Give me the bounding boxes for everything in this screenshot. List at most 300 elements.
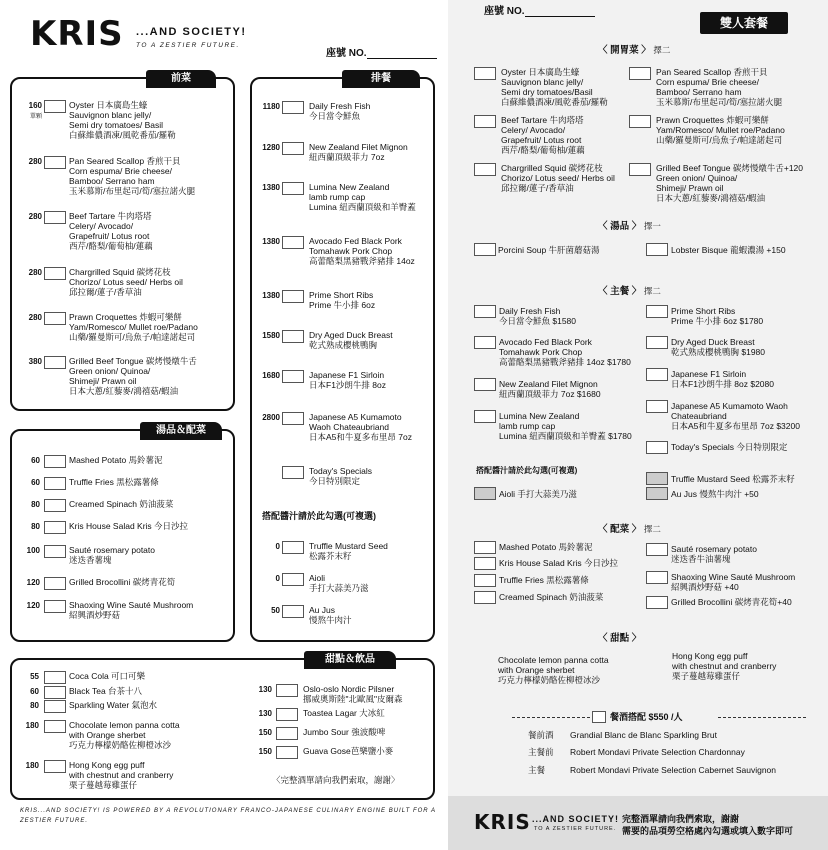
item-checkbox[interactable] — [646, 571, 668, 584]
item-line: 紐西蘭頂級菲力 7oz $1680 — [499, 389, 601, 399]
item-checkbox[interactable] — [276, 708, 298, 721]
item-line: Grilled Beef Tongue 碳烤慢燉牛舌 — [69, 356, 197, 366]
set-side-head: 〈 配菜 〉 擇二 — [598, 524, 661, 535]
item-line: 巧克力檸檬奶酪佐柳橙冰沙 — [498, 675, 601, 685]
item-line: Yam/Romesco/ Mullet roe/Padano — [69, 322, 198, 332]
item-text — [309, 142, 434, 162]
item-line: 邱拉爾/蓮子/香草油 — [69, 287, 142, 297]
item-line: lamb rump cap — [499, 421, 556, 431]
item-price: 1680 — [262, 371, 280, 380]
item-line: Aioli — [309, 573, 326, 583]
pairing-wine: Robert Mondavi Private Selection Chardonnay — [570, 747, 745, 757]
item-text — [498, 245, 648, 255]
appetizers-tab: 前菜 — [146, 70, 216, 88]
item-line: Today's Specials — [309, 466, 373, 476]
item-checkbox[interactable] — [646, 487, 668, 500]
item-checkbox[interactable] — [282, 142, 304, 155]
item-line: 栗子蔓越莓雞蛋仔 — [672, 671, 741, 681]
item-line: 紹興酒炒野菇 +40 — [671, 582, 739, 592]
item-line: 今日當令鮮魚 $1580 — [499, 316, 576, 326]
item-line: Sparkling Water 氣泡水 — [69, 700, 158, 710]
item-line: Porcini Soup 牛肝菌蘑菇湯 — [498, 245, 600, 255]
seat-number-field[interactable] — [326, 44, 437, 59]
item-checkbox[interactable] — [646, 441, 668, 454]
item-text — [671, 489, 821, 499]
item-line: Chocolate lemon panna cotta — [498, 655, 609, 665]
item-price: 1280 — [262, 143, 280, 152]
pairing-rule-left — [512, 717, 600, 718]
item-text — [656, 67, 806, 107]
item-checkbox[interactable] — [44, 100, 66, 113]
item-checkbox[interactable] — [44, 211, 66, 224]
item-line: Shimeji/ Prawn oil — [656, 183, 724, 193]
item-line: 邱拉爾/蓮子/香草油 — [501, 183, 574, 193]
item-checkbox[interactable] — [44, 577, 66, 590]
item-checkbox[interactable] — [629, 163, 651, 176]
item-checkbox[interactable] — [474, 574, 496, 587]
item-text — [303, 708, 433, 718]
item-price: 100 — [26, 546, 40, 555]
item-line: 栗子蔓越莓雞蛋仔 — [69, 780, 138, 790]
item-checkbox[interactable] — [646, 543, 668, 556]
item-text — [69, 499, 234, 509]
pairing-wine: Robert Mondavi Private Selection Cabernet Sauvignon — [570, 765, 777, 775]
item-line: Beef Tartare 牛肉塔塔 — [69, 211, 152, 221]
item-text — [69, 100, 234, 140]
item-text — [499, 489, 649, 499]
item-price: 0 — [275, 542, 280, 551]
set-sauce-title: 搭配醬汁請於此勾選(可複選) — [476, 466, 578, 475]
item-price: 60 — [31, 456, 40, 465]
item-text — [671, 442, 821, 452]
item-text — [69, 760, 204, 790]
item-text — [69, 720, 204, 750]
item-line: Daily Fresh Fish — [499, 306, 561, 316]
set-soup-head: 〈 湯品 〉 擇一 — [598, 221, 661, 232]
item-text — [671, 544, 821, 564]
item-line: Mashed Potato 馬鈴薯泥 — [499, 542, 593, 552]
item-line: with chestnut and cranberry — [69, 770, 174, 780]
item-line: Dry Aged Duck Breast — [309, 330, 393, 340]
item-line: Oyster 日本廣島生蠔 — [501, 67, 580, 77]
item-checkbox[interactable] — [646, 368, 668, 381]
item-line: 紐西蘭頂級菲力 7oz — [309, 152, 385, 162]
item-text — [309, 330, 434, 350]
item-line: Dry Aged Duck Breast — [671, 337, 755, 347]
item-line: Black Tea 台茶十八 — [69, 686, 143, 696]
item-line: 今日當令鮮魚 — [309, 111, 361, 121]
item-line: 西芹/酪梨/葡萄柚/蓮藕 — [69, 241, 153, 251]
pairing-item — [528, 746, 788, 758]
footer-logo: KRIS — [474, 810, 531, 834]
item-line: with chestnut and cranberry — [672, 661, 777, 671]
item-text — [309, 412, 434, 442]
item-line: Beef Tartare 牛肉塔塔 — [501, 115, 584, 125]
item-text — [303, 727, 433, 737]
item-line: Yam/Romesco/ Mullet roe/Padano — [656, 125, 785, 135]
item-line: Truffle Mustard Seed — [309, 541, 388, 551]
item-line: Japanese F1 Sirloin — [309, 370, 385, 380]
item-text — [671, 572, 821, 592]
item-checkbox[interactable] — [44, 477, 66, 490]
item-line: Grapefruit/ Lotus root — [501, 135, 582, 145]
item-text — [671, 369, 821, 389]
item-line: Avocado Fed Black Pork — [309, 236, 402, 246]
item-checkbox[interactable] — [646, 472, 668, 485]
item-line: 玉米慕斯/布里起司/筍/塞拉諾火腿 — [656, 97, 783, 107]
set-dessert-head: 〈 甜點 〉 — [598, 633, 642, 644]
item-text — [309, 466, 434, 486]
item-price: 150 — [258, 747, 272, 756]
right-seat-number-field[interactable] — [484, 2, 595, 17]
item-text — [498, 655, 648, 685]
footer-note-2: 需要的品項勞空格處內勾選或填入數字即可 — [622, 826, 794, 836]
item-text — [69, 600, 234, 620]
item-text — [309, 605, 434, 625]
item-line: Sauté rosemary potato — [69, 545, 155, 555]
item-line: Toastea Lagar 大冰紅 — [303, 708, 385, 718]
item-line: 高蕾酪梨黑豬戰斧豬排 14oz — [309, 256, 415, 266]
item-line: 高蕾酪梨黑豬戰斧豬排 14oz $1780 — [499, 357, 631, 367]
item-checkbox[interactable] — [474, 541, 496, 554]
item-checkbox[interactable] — [646, 243, 668, 256]
pairing-rule-right — [718, 717, 806, 718]
item-checkbox[interactable] — [474, 115, 496, 128]
item-checkbox[interactable] — [44, 686, 66, 699]
item-price: 150 — [258, 728, 272, 737]
item-checkbox[interactable] — [282, 573, 304, 586]
item-line: with Orange sherbet — [69, 730, 146, 740]
item-checkbox[interactable] — [629, 67, 651, 80]
item-text — [69, 477, 234, 487]
item-price: 1580 — [262, 331, 280, 340]
item-line: Lumina New Zealand — [499, 411, 580, 421]
desserts-drinks-tab: 甜點＆飲品 — [304, 651, 396, 669]
item-line: Chocolate lemon panna cotta — [69, 720, 180, 730]
item-text — [69, 267, 234, 297]
item-line: 乾式熟成櫻桃鴨胸 — [309, 340, 378, 350]
item-price: 80 — [30, 701, 39, 710]
pairing-label: 餐前酒 — [528, 730, 554, 740]
item-price: 280 — [28, 157, 42, 166]
item-text — [69, 455, 234, 465]
item-checkbox[interactable] — [282, 541, 304, 554]
footer-tagline: TO A ZESTIER FUTURE. — [534, 826, 617, 832]
set-main-head: 〈 主餐 〉 擇二 — [598, 286, 661, 297]
item-checkbox[interactable] — [44, 700, 66, 713]
item-price: 1380 — [262, 183, 280, 192]
item-line: Jumbo Sour 強波酸啤 — [303, 727, 386, 737]
footer-brand-name: ...AND SOCIETY! — [532, 814, 620, 824]
item-line: Pan Seared Scallop 香煎干貝 — [69, 156, 181, 166]
item-line: 挪威奧斯陸"北歐風"皮爾森 — [303, 694, 403, 704]
item-line: 山藥/羅曼斯可/烏魚子/帕達諾起司 — [656, 135, 783, 145]
item-price: 1380 — [262, 291, 280, 300]
item-checkbox[interactable] — [282, 605, 304, 618]
item-text — [499, 575, 649, 585]
item-text — [656, 115, 806, 145]
item-checkbox[interactable] — [44, 671, 66, 684]
item-line: Tomahawk Pork Chop — [309, 246, 393, 256]
item-line: Bamboo/ Serrano ham — [69, 176, 155, 186]
item-line: 西芹/酪梨/葡萄柚/蓮藕 — [501, 145, 585, 155]
item-text — [69, 700, 204, 710]
item-line: Grilled Brocollini 碳烤青花筍+40 — [671, 597, 792, 607]
item-text — [499, 411, 649, 441]
item-line: Truffle Fries 黑松露薯條 — [69, 477, 159, 487]
item-checkbox[interactable] — [474, 305, 496, 318]
item-checkbox[interactable] — [276, 684, 298, 697]
item-checkbox[interactable] — [474, 336, 496, 349]
item-checkbox[interactable] — [44, 312, 66, 325]
mains-tab: 排餐 — [342, 70, 420, 88]
item-price: 0 — [275, 574, 280, 583]
item-line: 乾式熟成櫻桃鴨胸 $1980 — [671, 347, 765, 357]
item-line: 白蘇維儂酒凍/風乾番茄/羅勒 — [501, 97, 608, 107]
item-checkbox[interactable] — [474, 591, 496, 604]
item-text — [69, 577, 234, 587]
item-line: Chorizo/ Lotus seed/ Herbs oil — [69, 277, 183, 287]
item-line: Hong Kong egg puff — [672, 651, 748, 661]
item-line: Avocado Fed Black Pork — [499, 337, 592, 347]
item-line: Mashed Potato 馬鈴薯泥 — [69, 455, 163, 465]
item-checkbox[interactable] — [474, 557, 496, 570]
item-checkbox[interactable] — [282, 290, 304, 303]
item-line: New Zealand Filet Mignon — [309, 142, 408, 152]
item-text — [69, 356, 234, 396]
item-text — [499, 558, 649, 568]
item-text — [69, 312, 234, 342]
item-text — [309, 101, 434, 121]
item-line: Chargrilled Squid 碳烤花枝 — [69, 267, 171, 277]
item-text — [671, 245, 821, 255]
item-line: Aioli 手打大蒜美乃滋 — [499, 489, 577, 499]
item-line: Creamed Spinach 奶油菠菜 — [499, 592, 604, 602]
item-line: 慢熬牛肉汁 — [309, 615, 352, 625]
item-checkbox[interactable] — [474, 163, 496, 176]
item-line: Celery/ Avocado/ — [501, 125, 566, 135]
item-checkbox[interactable] — [44, 720, 66, 733]
item-checkbox[interactable] — [276, 727, 298, 740]
item-price: 180 — [25, 721, 39, 730]
pairing-head: 餐酒搭配 $550 /人 — [610, 712, 683, 722]
item-line: Lumina 紐西蘭頂級和羊臀蓋 $1780 — [499, 431, 632, 441]
item-line: Today's Specials 今日特別限定 — [671, 442, 788, 452]
item-line: Semi dry tomatoes/Basil — [501, 87, 593, 97]
item-line: Truffle Mustard Seed 松露芥末籽 — [671, 474, 795, 484]
item-line: Oyster 日本廣島生蠔 — [69, 100, 148, 110]
item-text — [499, 379, 649, 399]
item-line: 紹興酒炒野菇 — [69, 610, 121, 620]
item-line: Daily Fresh Fish — [309, 101, 371, 111]
item-text — [303, 684, 433, 704]
item-line: Oslo-oslo Nordic Pilsner — [303, 684, 395, 694]
item-price: 55 — [30, 672, 39, 681]
wine-list-note: 〈完整酒單請向我們索取，謝謝〉 — [272, 775, 400, 785]
brand-logo: KRIS — [30, 14, 124, 54]
item-line: Bamboo/ Serrano ham — [656, 87, 742, 97]
item-text — [303, 746, 433, 756]
item-text — [309, 182, 434, 212]
item-price: 120 — [26, 578, 40, 587]
item-text — [671, 306, 821, 326]
item-text — [656, 163, 806, 203]
item-checkbox[interactable] — [282, 370, 304, 383]
item-checkbox[interactable] — [44, 356, 66, 369]
item-text — [309, 236, 434, 266]
item-line: Celery/ Avocado/ — [69, 221, 134, 231]
item-line: Hong Kong egg puff — [69, 760, 145, 770]
left-footer: KRIS...AND SOCIETY! IS POWERED BY A REVOLUTIONARY FRANCO-JAPANESE CULINARY ENGINE BUILT FOR A ZESTIER FUTURE. — [20, 808, 436, 824]
item-checkbox[interactable] — [282, 466, 304, 479]
item-text — [309, 290, 434, 310]
item-price: 120 — [26, 601, 40, 610]
item-line: Prawn Croquettes 炸蝦可樂餅 — [656, 115, 769, 125]
item-text — [499, 337, 649, 367]
set-appetizer-head: 〈 開胃菜 〉 擇二 — [598, 45, 671, 56]
item-unit: 單顆 — [29, 114, 42, 120]
pairing-checkbox[interactable] — [592, 711, 606, 723]
item-line: 玉米慕斯/布里起司/筍/塞拉諾火腿 — [69, 186, 196, 196]
item-price: 50 — [271, 606, 280, 615]
item-line: 巧克力檸檬奶酪佐柳橙冰沙 — [69, 740, 172, 750]
item-text — [69, 545, 234, 565]
item-price: 280 — [28, 268, 42, 277]
item-checkbox[interactable] — [282, 101, 304, 114]
item-line: 迷迭香牛油薯塊 — [671, 554, 731, 564]
item-line: 日本F1沙朗牛排 8oz — [309, 380, 386, 390]
item-text — [69, 686, 204, 696]
item-checkbox[interactable] — [474, 378, 496, 391]
item-line: Prawn Croquettes 炸蝦可樂餅 — [69, 312, 182, 322]
pairing-label: 主餐 — [528, 765, 546, 775]
item-line: Au Jus — [309, 605, 335, 615]
item-checkbox[interactable] — [646, 596, 668, 609]
item-line: Lobster Bisque 龍蝦濃湯 +150 — [671, 245, 786, 255]
item-line: Grilled Beef Tongue 碳烤慢燉牛舌+120 — [656, 163, 804, 173]
pairing-item — [528, 764, 788, 776]
brand-name: ...AND SOCIETY! — [136, 26, 247, 38]
item-line: 日本A5和牛夏多布里昂 7oz $3200 — [671, 421, 800, 431]
right-seat-label: 座號 NO. — [484, 6, 525, 17]
item-price: 1380 — [262, 237, 280, 246]
item-checkbox[interactable] — [474, 410, 496, 423]
item-line: Semi dry tomatoes/ Basil — [69, 120, 164, 130]
footer-note-1: 完整酒單請向我們索取，謝謝 — [622, 814, 740, 824]
item-line: 手打大蒜美乃滋 — [309, 583, 369, 593]
soups-sides-tab: 湯品＆配菜 — [140, 422, 222, 440]
item-line: lamb rump cap — [309, 192, 366, 202]
item-line: Shaoxing Wine Sauté Mushroom — [671, 572, 796, 582]
item-checkbox[interactable] — [44, 455, 66, 468]
item-text — [671, 337, 821, 357]
pairing-item — [528, 729, 788, 741]
item-line: Grapefruit/ Lotus root — [69, 231, 150, 241]
item-price: 130 — [258, 685, 272, 694]
item-line: Japanese F1 Sirloin — [671, 369, 747, 379]
item-price: 280 — [28, 212, 42, 221]
item-checkbox[interactable] — [282, 236, 304, 249]
seat-label: 座號 NO. — [326, 48, 367, 59]
item-text — [309, 370, 434, 390]
item-line: with Orange sherbet — [498, 665, 575, 675]
item-line: Pan Seared Scallop 香煎干貝 — [656, 67, 768, 77]
item-checkbox[interactable] — [474, 243, 496, 256]
item-line: Chargrilled Squid 碳烤花枝 — [501, 163, 603, 173]
item-price: 60 — [31, 478, 40, 487]
item-checkbox[interactable] — [646, 305, 668, 318]
item-checkbox[interactable] — [282, 182, 304, 195]
item-price: 80 — [31, 500, 40, 509]
item-checkbox[interactable] — [474, 487, 496, 500]
item-text — [69, 671, 204, 681]
item-line: 日本F1沙朗牛排 8oz $2080 — [671, 379, 774, 389]
item-line: Green onion/ Quinoa/ — [69, 366, 151, 376]
item-text — [671, 474, 821, 484]
item-text — [499, 592, 649, 602]
item-line: Corn espuma/ Brie cheese/ — [69, 166, 172, 176]
item-line: Truffle Fries 黑松露薯條 — [499, 575, 589, 585]
item-price: 2800 — [262, 413, 280, 422]
item-checkbox[interactable] — [282, 330, 304, 343]
item-text — [499, 542, 649, 552]
item-line: Kris House Salad Kris 今日沙拉 — [69, 521, 189, 531]
item-text — [69, 156, 234, 196]
item-line: Prime Short Ribs — [671, 306, 736, 316]
item-checkbox[interactable] — [44, 267, 66, 280]
item-text — [69, 211, 234, 251]
sauce-title: 搭配醬汁請於此勾選(可複選) — [262, 511, 376, 521]
pairing-label: 主餐前 — [528, 747, 554, 757]
item-price: 160 — [28, 101, 42, 110]
item-line: 松露芥末籽 — [309, 551, 352, 561]
item-price: 180 — [25, 761, 39, 770]
item-checkbox[interactable] — [474, 67, 496, 80]
item-checkbox[interactable] — [629, 115, 651, 128]
item-line: 今日特別限定 — [309, 476, 361, 486]
set-menu-badge: 雙人套餐 — [700, 12, 788, 34]
item-line: Lumina New Zealand — [309, 182, 390, 192]
item-checkbox[interactable] — [44, 499, 66, 512]
item-checkbox[interactable] — [44, 545, 66, 558]
item-checkbox[interactable] — [44, 600, 66, 613]
item-checkbox[interactable] — [646, 336, 668, 349]
item-line: 迷迭香薯塊 — [69, 555, 112, 565]
item-price: 80 — [31, 522, 40, 531]
item-line: Chorizo/ Lotus seed/ Herbs oil — [501, 173, 615, 183]
item-line: Coca Cola 可口可樂 — [69, 671, 146, 681]
item-line: Shaoxing Wine Sauté Mushroom — [69, 600, 194, 610]
item-checkbox[interactable] — [282, 412, 304, 425]
item-text — [499, 306, 649, 326]
item-line: New Zealand Filet Mignon — [499, 379, 598, 389]
item-checkbox[interactable] — [276, 746, 298, 759]
item-line: 白蘇維儂酒凍/風乾番茄/羅勒 — [69, 130, 176, 140]
item-line: 山藥/羅曼斯可/烏魚子/帕達諾起司 — [69, 332, 196, 342]
item-line: Grilled Brocollini 碳烤青花筍 — [69, 577, 176, 587]
item-line: Sauvignon blanc jelly/ — [501, 77, 584, 87]
item-line: Green onion/ Quinoa/ — [656, 173, 738, 183]
item-checkbox[interactable] — [44, 156, 66, 169]
item-line: Japanese A5 Kumamoto — [309, 412, 402, 422]
item-line: 日本大蔥/紅藜麥/鴻禧菇/蝦油 — [69, 386, 179, 396]
item-checkbox[interactable] — [44, 521, 66, 534]
item-line: Prime Short Ribs — [309, 290, 374, 300]
item-text — [309, 573, 434, 593]
item-checkbox[interactable] — [44, 760, 66, 773]
item-text — [69, 521, 234, 531]
item-checkbox[interactable] — [646, 400, 668, 413]
